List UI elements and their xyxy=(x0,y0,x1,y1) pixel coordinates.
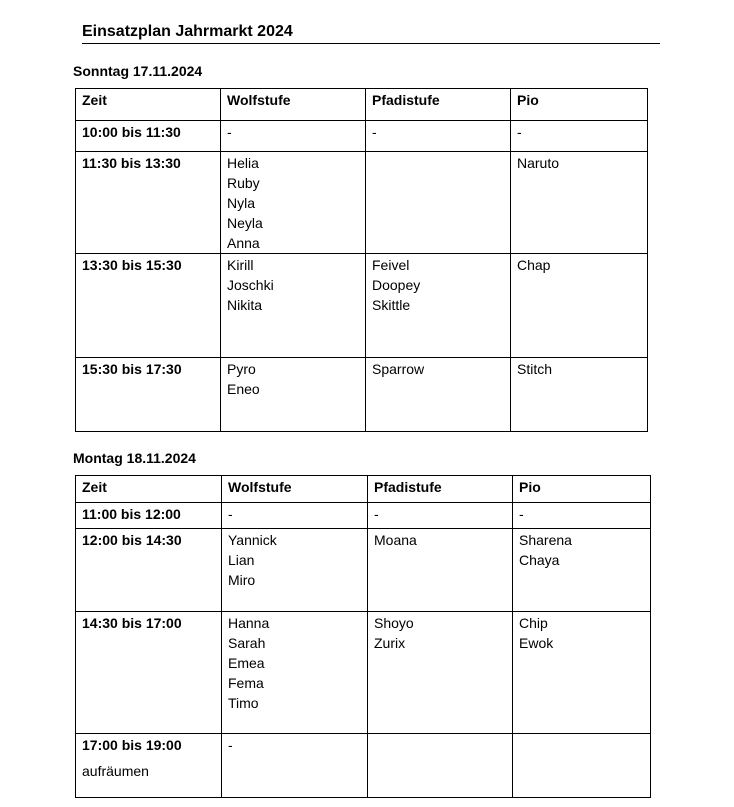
column-header-pio: Pio xyxy=(513,476,651,503)
column-header-zeit: Zeit xyxy=(76,476,222,503)
assignee-name: Nikita xyxy=(227,297,263,313)
column-header-wolfstufe: Wolfstufe xyxy=(222,476,368,503)
assignee-name: - xyxy=(374,506,379,522)
time-cell: 11:00 bis 12:00 xyxy=(76,503,222,529)
assignee-name: Chaya xyxy=(519,552,560,568)
assignee-name: - xyxy=(372,124,377,140)
table-header-row xyxy=(76,89,648,121)
wolf-cell xyxy=(221,121,366,152)
pfadi-cell xyxy=(368,734,513,798)
assignee-name: Yannick xyxy=(228,532,277,548)
assignee-name: Stitch xyxy=(517,361,553,377)
assignee-name: Moana xyxy=(374,532,417,548)
pio-cell xyxy=(513,529,651,612)
assignee-name: - xyxy=(517,124,522,140)
assignee-name: Pyro xyxy=(227,361,256,377)
assignee-name: Skittle xyxy=(372,297,411,313)
table-row xyxy=(76,503,651,529)
pfadi-cell xyxy=(366,152,511,254)
column-header-wolfstufe: Wolfstufe xyxy=(221,89,366,121)
assignee-name: Helia xyxy=(227,155,259,171)
day-heading-sunday: Sonntag 17.11.2024 xyxy=(73,63,203,79)
assignee-name: - xyxy=(227,124,232,140)
assignee-name: Chap xyxy=(517,257,551,273)
table-row xyxy=(76,254,648,358)
assignee-name: Anna xyxy=(227,235,260,251)
table-header-row xyxy=(76,476,651,503)
pio-cell xyxy=(511,254,648,358)
time-note: aufräumen xyxy=(82,763,149,779)
assignee-name: Lian xyxy=(228,552,255,568)
pfadi-cell xyxy=(368,529,513,612)
table-row xyxy=(76,358,648,432)
assignee-name: Ruby xyxy=(227,175,260,191)
time-cell: 13:30 bis 15:30 xyxy=(76,254,221,358)
column-header-pio: Pio xyxy=(511,89,648,121)
assignee-name: - xyxy=(228,506,233,522)
assignee-name: Shoyo xyxy=(374,615,414,631)
pfadi-cell xyxy=(366,358,511,432)
column-header-zeit: Zeit xyxy=(76,89,221,121)
pfadi-cell xyxy=(366,121,511,152)
wolf-cell xyxy=(222,734,368,798)
pfadi-cell xyxy=(368,503,513,529)
pio-cell xyxy=(513,734,651,798)
assignee-name: Eneo xyxy=(227,381,260,397)
assignee-name: Emea xyxy=(228,655,265,671)
pfadi-cell xyxy=(366,254,511,358)
pfadi-cell xyxy=(368,612,513,734)
assignee-name: Joschki xyxy=(227,277,274,293)
column-header-pfadistufe: Pfadistufe xyxy=(366,89,511,121)
document-title: Einsatzplan Jahrmarkt 2024 xyxy=(82,22,660,44)
time-range: 17:00 bis 19:00 xyxy=(82,737,182,753)
pio-cell xyxy=(513,612,651,734)
assignee-name: Zurix xyxy=(374,635,406,651)
table-row xyxy=(76,734,651,798)
wolf-cell xyxy=(221,152,366,254)
time-cell: 14:30 bis 17:00 xyxy=(76,612,222,734)
table-row xyxy=(76,121,648,152)
table-row xyxy=(76,152,648,254)
table-row xyxy=(76,529,651,612)
assignee-name: Kirill xyxy=(227,257,254,273)
pio-cell xyxy=(511,121,648,152)
wolf-cell xyxy=(221,254,366,358)
assignee-name: Hanna xyxy=(228,615,270,631)
assignee-name: Nyla xyxy=(227,195,256,211)
wolf-cell xyxy=(222,529,368,612)
day-heading-monday: Montag 18.11.2024 xyxy=(73,450,196,466)
assignee-name: Miro xyxy=(228,572,256,588)
assignee-name: Ewok xyxy=(519,635,554,651)
assignee-name: Doopey xyxy=(372,277,421,293)
wolf-cell xyxy=(222,612,368,734)
time-cell: 15:30 bis 17:30 xyxy=(76,358,221,432)
pio-cell xyxy=(511,152,648,254)
assignee-name: Sparrow xyxy=(372,361,425,377)
time-cell xyxy=(76,734,222,798)
assignee-name: - xyxy=(519,506,524,522)
pio-cell xyxy=(511,358,648,432)
assignee-name: - xyxy=(228,737,233,753)
time-cell: 10:00 bis 11:30 xyxy=(76,121,221,152)
assignee-name: Sarah xyxy=(228,635,266,651)
assignee-name: Chip xyxy=(519,615,548,631)
wolf-cell xyxy=(222,503,368,529)
assignee-name: Sharena xyxy=(519,532,572,548)
assignee-name: Neyla xyxy=(227,215,263,231)
table-row xyxy=(76,612,651,734)
assignee-name: Fema xyxy=(228,675,264,691)
column-header-pfadistufe: Pfadistufe xyxy=(368,476,513,503)
pio-cell xyxy=(513,503,651,529)
schedule-table-sunday xyxy=(75,88,648,432)
wolf-cell xyxy=(221,358,366,432)
assignee-name: Timo xyxy=(228,695,259,711)
schedule-table-monday xyxy=(75,475,651,798)
assignee-name: Feivel xyxy=(372,257,410,273)
assignee-name: Naruto xyxy=(517,155,560,171)
time-cell: 11:30 bis 13:30 xyxy=(76,152,221,254)
time-cell: 12:00 bis 14:30 xyxy=(76,529,222,612)
